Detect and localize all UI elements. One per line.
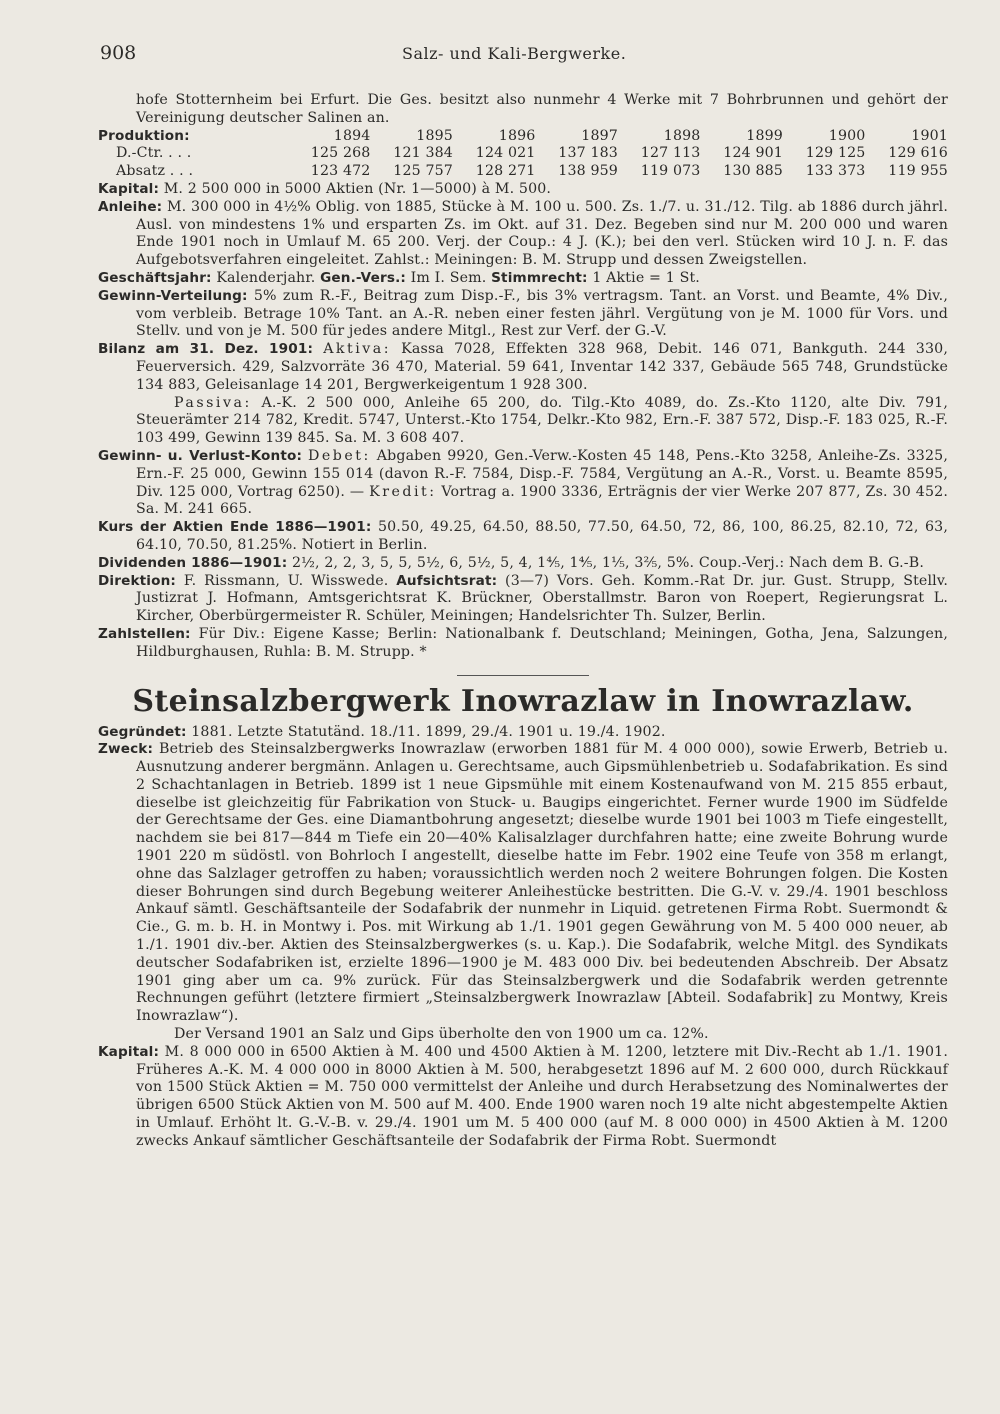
produktion-year-row xyxy=(98,128,948,146)
intro-paragraph: hofe Stotternheim bei Erfurt. Die Ges. besitzt also nunmehr 4 Werke mit 7 Bohrbrunnen und gehört der Vereinigung deutscher Salinen an. xyxy=(136,92,948,126)
row-label: D.-Ctr. . . . xyxy=(116,145,192,162)
aufsichtsrat-label: Aufsichtsrat: xyxy=(396,572,498,589)
table-cell: 138 959 xyxy=(558,163,618,180)
produktion-block xyxy=(98,128,948,181)
stimmrecht-text: 1 Aktie = 1 St. xyxy=(592,269,700,286)
passiva-entry xyxy=(98,395,948,448)
page-number: 908 xyxy=(100,42,137,64)
gen-vers-label: Gen.-Vers.: xyxy=(320,269,406,286)
entry-label: Gewinn- u. Verlust-Konto: xyxy=(98,447,303,464)
entry-label: Gegründet: xyxy=(98,723,187,740)
passiva-label: Passiva: xyxy=(174,394,252,411)
table-cell: 129 616 xyxy=(888,145,948,162)
gewinnverteilung-entry xyxy=(98,288,948,341)
table-cell: 123 472 xyxy=(310,163,371,180)
produktion-table xyxy=(98,128,948,181)
gegruendet-entry xyxy=(98,724,948,742)
entry-label: Kapital: xyxy=(98,1043,160,1060)
entry-label: Anleihe: xyxy=(98,198,163,215)
debet-text: Abgaben 9920, Gen.-Verw.-Kosten 45 148, Pens.-Kto 3258, Anleihe-Zs. 3325, Ern.-F. 25 000, Gewinn 155 014 (davon R.-F. 7584, Disp.-F. 7584, Vergütung an A.-R., Vorst. u. Beamte 8595, Div. 125 000, Vortrag 6250). — xyxy=(136,447,948,500)
geschaeftsjahr-entry xyxy=(98,270,948,288)
entry-text: 1881. Letzte Statutänd. 18./11. 1899, 29./4. 1901 u. 19./4. 1902. xyxy=(191,723,666,740)
entry-text: 2½, 2, 2, 3, 5, 5, 5½, 6, 5½, 5, 4, 1⅘, 1⅘, 1⅕, 3⅖, 5%. Coup.-Verj.: Nach dem B. G.-B. xyxy=(291,554,924,571)
year-cell: 1899 xyxy=(746,127,783,144)
table-cell: 125 268 xyxy=(310,145,371,162)
table-cell: 130 885 xyxy=(723,163,783,180)
entry-label: Direktion: xyxy=(98,572,177,589)
aktiva-label: Aktiva: xyxy=(323,341,392,358)
entry-text: 50.50, 49.25, 64.50, 88.50, 77.50, 64.50, 72, 86, 100, 86.25, 82.10, 72, 63, 64.10, 70.50, 81.25%. Notiert in Berlin. xyxy=(136,519,948,553)
table-cell: 119 073 xyxy=(640,163,701,180)
entry-label: Gewinn-Verteilung: xyxy=(98,287,248,304)
passiva-text: A.-K. 2 500 000, Anleihe 65 200, do. Tilg.-Kto 4089, do. Zs.-Kto 1120, alte Div. 791, Steuerämter 214 782, Kredit. 5747, Unterst.-Kto 1754, Delkr.-Kto 982, Ern.-F. 387 572, Disp.-F. 183 025, R.-F. 103 499, Gewinn 139 845. Sa. M. 3 608 407. xyxy=(136,394,948,447)
running-header xyxy=(100,42,940,66)
year-cell: 1895 xyxy=(416,127,453,144)
entry-label: Zweck: xyxy=(98,741,154,758)
dividenden-entry xyxy=(98,555,948,573)
table-cell: 127 113 xyxy=(640,145,701,162)
table-cell: 124 021 xyxy=(475,145,536,162)
kapital-entry xyxy=(98,181,948,199)
zweck-entry xyxy=(98,741,948,1026)
entry-text: M. 2 500 000 in 5000 Aktien (Nr. 1—5000) à M. 500. xyxy=(163,180,552,197)
debet-label: Debet: xyxy=(308,447,371,464)
entry-label: Dividenden 1886—1901: xyxy=(98,554,288,571)
versand-line: Der Versand 1901 an Salz und Gips überholte den von 1900 um ca. 12%. xyxy=(174,1026,709,1043)
table-cell: 124 901 xyxy=(723,145,783,162)
table-row xyxy=(98,145,948,163)
entry-label: Kurs der Aktien Ende 1886—1901: xyxy=(98,519,372,536)
table-cell: 125 757 xyxy=(393,163,453,180)
bilanz-entry xyxy=(98,341,948,394)
table-row xyxy=(98,163,948,181)
zahlstellen-entry xyxy=(98,626,948,662)
entry-label: Geschäftsjahr: xyxy=(98,269,212,286)
entry-text: 5% zum R.-F., Beitrag zum Disp.-F., bis 3% vertragsm. Tant. an Vorst. und Beamte, 4% Div., vom verbleib. Betrage 10% Tant. an A.-R. neben einer festen jährl. Vergütung von je M. 1000 für Vors. und Stellv. und von je M. 500 für jedes andere Mitgl., Rest zur Verf. der G.-V. xyxy=(136,287,948,340)
entry-label: Bilanz am 31. Dez. 1901: xyxy=(98,341,314,358)
aktiva-text: Kassa 7028, Effekten 328 968, Debit. 146 071, Bankguth. 244 330, Feuerversich. 429, Salzvorräte 36 470, Material. 59 641, Inventar 142 337, Gebäude 565 748, Grundstücke 134 883, Geleisanlage 14 201, Bergwerkeigentum 1 928 300. xyxy=(136,341,948,393)
aufsichtsrat-text: (3—7) Vors. Geh. Komm.-Rat Dr. jur. Gust. Strupp, Stellv. Justizrat J. Hofmann, Amtsgerichtsrat K. Brückner, Oberstallmstr. Baron von Roepert, Regierungsrat L. Kircher, Oberbürgermeister R. Schüler, Meiningen; Handelsrichter Th. Sulzer, Berlin. xyxy=(136,572,948,625)
kurs-entry xyxy=(98,519,948,555)
table-cell: 119 955 xyxy=(888,163,948,180)
stimmrecht-label: Stimmrecht: xyxy=(491,269,588,286)
entry-text: Für Div.: Eigene Kasse; Berlin: Nationalbank f. Deutschland; Meiningen, Gotha, Jena, Salzungen, Hildburghausen, Ruhla: B. M. Strupp. * xyxy=(136,625,948,660)
produktion-label: Produktion: xyxy=(98,127,190,144)
entry-label: Zahlstellen: xyxy=(98,625,191,642)
anleihe-entry xyxy=(98,199,948,270)
year-cell: 1901 xyxy=(911,127,948,144)
company-heading: Steinsalzbergwerk Inowrazlaw in Inowrazlaw. xyxy=(132,683,914,719)
entry-text: M. 300 000 in 4½% Oblig. von 1885, Stücke à M. 100 u. 500. Zs. 1./7. u. 31./12. Tilg. ab 1886 durch jährl. Ausl. von mindestens 1% und ersparten Zs. im Okt. auf 31. Dez. Begeben sind nur M. 200 000 und waren Ende 1901 noch in Umlauf M. 65 200. Verj. der Coup.: 4 J. (K.); bei den verl. Stücken wird 10 J. n. F. das Aufgebotsverfahren eingeleitet. Zahlst.: Meiningen: B. M. Strupp und dessen Zweigstellen. xyxy=(136,198,948,269)
gen-vers-text: Im I. Sem. xyxy=(410,269,487,286)
entry-text: Betrieb des Steinsalzbergwerks Inowrazlaw (erworben 1881 für M. 4 000 000), sowie Erwerb, Betrieb u. Ausnutzung anderer bergmänn. Anlagen u. Gerechtsame, auch Gipsmühlenbetrieb u. Sodafabrikation. Es sind 2 Schachtanlagen in Betrieb. 1899 ist 1 neue Gipsmühle mit einem Kostenaufwand von M. 215 855 erbaut, dieselbe ist gleichzeitig für Fabrikation von Stuck- u. Baugips eingerichtet. Ferner wurde 1900 im Südfelde der Gerechtsame der Ges. eine Diamantbohrung angesetzt; dieselbe wurde 1901 bei 1003 m Tiefe eingestellt, nachdem sie bei 817—844 m Tiefe ein 20—40% Kalisalzlager durchfahren hatte; eine zweite Bohrung wurde 1901 220 m südöstl. von Bohrloch I angestellt, dieselbe hatte im Febr. 1902 eine Teufe von 358 m erlangt, ohne das Salzlager getroffen zu haben; voraussichtlich werden noch 2 weitere Bohrungen folgen. Die Kosten dieser Bohrungen sind durch Begebung weiterer Anleihestücke bestritten. Die G.-V. v. 29./4. 1901 beschloss Ankauf sämtl. Geschäftsanteile der Sodafabrik der nunmehr in Liquid. getretenen Firma Robt. Suermondt & Cie., G. m. b. H. in Montwy i. Pos. mit Wirkung ab 1./1. 1901 gegen Gewährung von M. 5 400 000 neuer, ab 1./1. 1901 div.-ber. Aktien des Steinsalzbergwerkes (s. u. Kap.). Die Sodafabrik, welche Mitgl. des Syndikats deutscher Sodafabriken ist, erzielte 1896—1900 je M. 483 000 Div. bei bedeutenden Abschreib. Der Absatz 1901 ging aber um ca. 9% zurück. Für das Steinsalzbergwerk und die Sodafabrik werden getrennte Rechnungen geführt (letztere firmiert „Steinsalzbergwerk Inowrazlaw [Abteil. Sodafabrik] zu Montwy, Kreis Inowrazlaw“). xyxy=(136,741,948,1025)
year-cell: 1900 xyxy=(828,127,866,144)
running-title: Salz- und Kali-Bergwerke. xyxy=(402,44,627,63)
entry-text: F. Rissmann, U. Wisswede. xyxy=(183,572,389,589)
table-cell: 137 183 xyxy=(558,145,618,162)
table-cell: 129 125 xyxy=(805,145,866,162)
year-cell: 1898 xyxy=(663,127,701,144)
entry-label: Kapital: xyxy=(98,180,160,197)
kredit-label: Kredit: xyxy=(369,483,437,500)
table-cell: 121 384 xyxy=(393,145,453,162)
direktion-entry xyxy=(98,573,948,626)
kredit-text: Vortrag a. 1900 3336, Erträgnis der vier Werke 207 877, Zs. 30 452. Sa. M. 241 665. xyxy=(136,483,948,518)
table-cell: 133 373 xyxy=(805,163,866,180)
year-cell: 1896 xyxy=(498,127,536,144)
entry-text: Kalenderjahr. xyxy=(216,269,316,286)
section-divider xyxy=(457,675,589,676)
kapital2-entry xyxy=(98,1044,948,1151)
entry-text: M. 8 000 000 in 6500 Aktien à M. 400 und 4500 Aktien à M. 1200, letztere mit Div.-Recht ab 1./1. 1901. Früheres A.-K. M. 4 000 000 in 8000 Aktien à M. 500, herabgesetzt 1896 auf M. 2 600 000, durch Rückkauf von 1500 Stück Aktien = M. 750 000 vermittelst der Anleihe und durch Herabsetzung des Nominalwertes der übrigen 6500 Stück Aktien von M. 500 auf M. 400. Ende 1900 waren noch 19 alte nicht abgestempelte Aktien in Umlauf. Erhöht lt. G.-V.-B. v. 29./4. 1901 um M. 5 400 000 (auf M. 8 000 000) in 4500 Aktien à M. 1200 zwecks Ankauf sämtlicher Geschäftsanteile der Sodafabrik der Firma Robt. Suermondt xyxy=(136,1043,948,1149)
year-cell: 1894 xyxy=(333,127,371,144)
page-content xyxy=(98,92,948,1151)
year-cell: 1897 xyxy=(581,127,618,144)
row-label: Absatz . . . xyxy=(116,163,194,180)
table-cell: 128 271 xyxy=(475,163,536,180)
gewinn-verlust-entry xyxy=(98,448,948,519)
